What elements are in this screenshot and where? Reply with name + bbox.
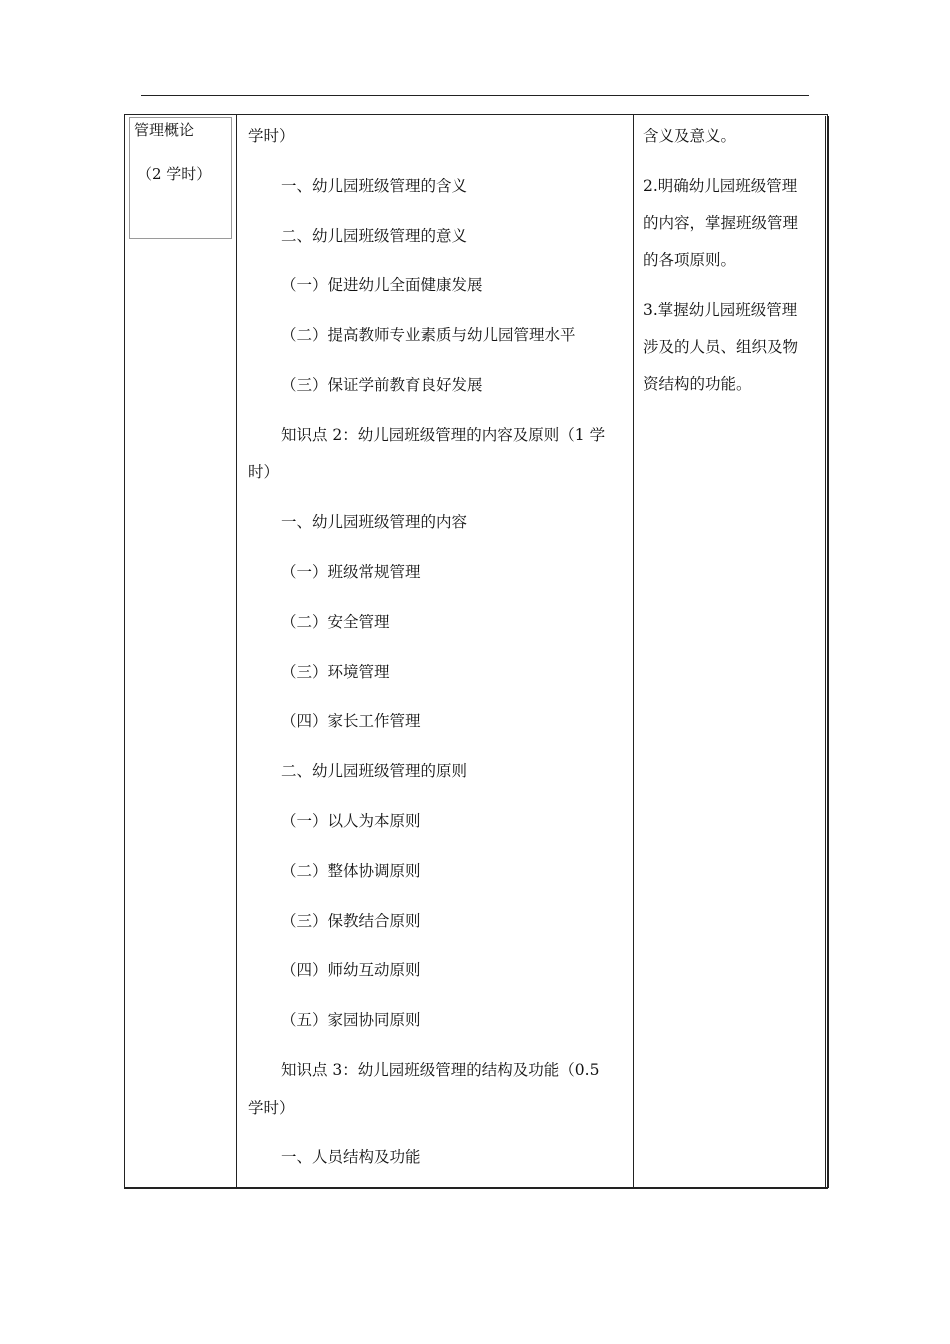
content-heading: 二、幼儿园班级管理的原则 [281, 762, 468, 780]
knowledge-point: 知识点 2：幼儿园班级管理的内容及原则（1 学 [281, 426, 606, 444]
knowledge-point: 知识点 3：幼儿园班级管理的结构及功能（0.5 [281, 1061, 600, 1079]
chapter-title: 管理概论 [134, 121, 195, 139]
table-border-bottom [124, 1187, 828, 1188]
header-rule [141, 95, 809, 96]
content-heading: 二、幼儿园班级管理的意义 [281, 227, 468, 245]
column-divider-1 [236, 114, 237, 1188]
content-subitem: （四）师幼互动原则 [281, 961, 421, 979]
content-subitem: （三）环境管理 [281, 663, 390, 681]
content-subitem: （五）家园协同原则 [281, 1011, 421, 1029]
column-divider-2 [633, 114, 634, 1188]
content-subitem: （三）保教结合原则 [281, 912, 421, 930]
content-subitem: （一）以人为本原则 [281, 812, 421, 830]
chapter-hours: （2 学时） [137, 165, 212, 183]
objective-line: 3.掌握幼儿园班级管理 [643, 301, 798, 319]
content-line: 学时） [248, 1099, 295, 1117]
content-heading: 一、幼儿园班级管理的含义 [281, 177, 468, 195]
objective-line: 2.明确幼儿园班级管理 [643, 177, 798, 195]
content-heading: 一、幼儿园班级管理的内容 [281, 513, 468, 531]
objective-line: 资结构的功能。 [643, 375, 752, 393]
content-subitem: （二）提高教师专业素质与幼儿园管理水平 [281, 326, 576, 344]
content-line: 学时） [248, 127, 295, 145]
content-subitem: （二）整体协调原则 [281, 862, 421, 880]
content-subitem: （二）安全管理 [281, 613, 390, 631]
objective-line: 含义及意义。 [643, 127, 737, 145]
content-subitem: （四）家长工作管理 [281, 712, 421, 730]
objective-line: 的各项原则。 [643, 251, 737, 269]
content-subitem: （一）班级常规管理 [281, 563, 421, 581]
content-subitem: （一）促进幼儿全面健康发展 [281, 276, 483, 294]
content-heading: 一、人员结构及功能 [281, 1148, 421, 1166]
content-line: 时） [248, 463, 280, 481]
objective-line: 的内容，掌握班级管理 [643, 214, 799, 232]
syllabus-table [124, 114, 828, 1189]
content-subitem: （三）保证学前教育良好发展 [281, 376, 483, 394]
objective-line: 涉及的人员、组织及物 [643, 338, 799, 356]
table-border-right-double [825, 116, 829, 1188]
